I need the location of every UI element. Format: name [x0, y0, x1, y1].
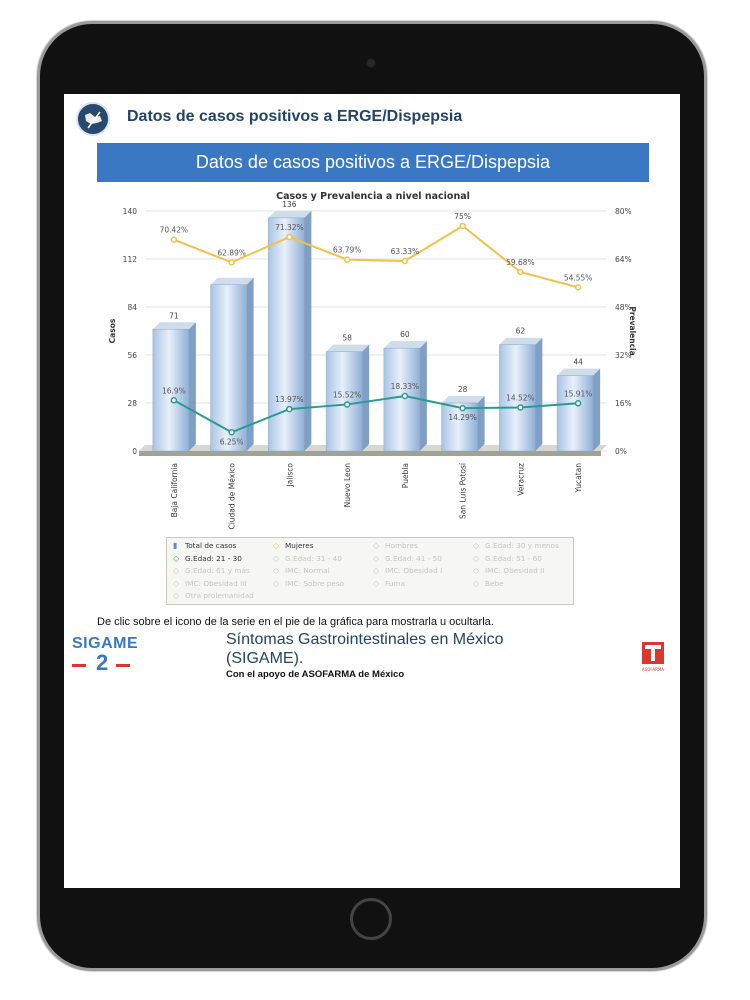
line-marker-icon[interactable]: ◇ — [373, 541, 380, 550]
instruction-text: De clic sobre el icono de la serie en el pie de la gráfica para mostrarla u ocultarla. — [97, 616, 494, 628]
bar-top — [499, 338, 542, 345]
legend-label: Fuma — [385, 578, 406, 588]
line-point — [576, 401, 581, 406]
y-tick-label: 28 — [127, 399, 137, 408]
line-data-label: 18.33% — [390, 382, 420, 392]
legend-label: G.Edad: 30 y menos — [485, 541, 559, 550]
line-point — [287, 407, 292, 412]
line-marker-icon[interactable]: ◇ — [173, 591, 180, 600]
line-marker-icon[interactable]: ◇ — [473, 578, 480, 588]
legend-label: G.Edad: 61 y más — [185, 566, 250, 575]
category-label: San Luis Potosí — [458, 463, 468, 520]
line-marker-icon[interactable]: ◇ — [273, 566, 280, 575]
line-point — [345, 402, 350, 407]
legend-item[interactable] — [373, 579, 405, 588]
legend-label: Bebe — [485, 578, 504, 588]
category-label: Veracruz — [516, 463, 526, 496]
legend-label: G.Edad: 51 - 60 — [485, 553, 542, 563]
legend-label: IMC: Normal — [285, 566, 330, 575]
bar-top — [557, 369, 600, 376]
bar-side — [593, 369, 600, 451]
line-point — [402, 259, 407, 264]
line-data-label: 62.89% — [217, 248, 246, 258]
bar-side — [304, 211, 311, 451]
sigame-logo-word: SIGAME — [72, 635, 139, 652]
line-marker-icon[interactable]: ◇ — [273, 553, 280, 563]
home-button[interactable] — [350, 898, 392, 940]
legend-label: Total de casos — [185, 541, 237, 550]
legend-label: IMC: Sobre peso — [285, 578, 345, 588]
bar-top — [211, 278, 254, 285]
category-label: Ciudad de México — [227, 463, 237, 530]
y-tick-label: 0 — [132, 447, 137, 456]
line-point — [576, 285, 581, 290]
bar-top — [384, 341, 427, 348]
line-point — [229, 260, 234, 265]
legend-item[interactable] — [373, 566, 442, 575]
legend-item[interactable] — [273, 566, 330, 575]
chart-floor-front — [139, 451, 601, 456]
bar-data-label: 60 — [400, 330, 410, 340]
category-label: Baja California — [169, 463, 179, 518]
legend-item[interactable] — [373, 541, 418, 550]
category-label: Nuevo Leon — [343, 463, 353, 508]
line-data-label: 13.97% — [275, 395, 304, 405]
legend-label: Mujeres — [285, 541, 314, 550]
line-marker-icon[interactable]: ◇ — [473, 553, 480, 563]
legend-label: G.Edad: 21 - 30 — [185, 553, 242, 563]
legend-item[interactable] — [173, 554, 242, 563]
line-point — [287, 235, 292, 240]
legend-label: IMC: Obesidad III — [185, 578, 247, 588]
bar-side — [189, 322, 196, 451]
logo-dash-left — [72, 664, 86, 667]
line-data-label: 14.29% — [448, 413, 477, 423]
line-data-label: 54.55% — [563, 273, 593, 283]
bar — [442, 403, 478, 451]
line-data-label: 63.79% — [332, 245, 362, 255]
y-axis-label: Casos — [108, 318, 117, 344]
legend-item[interactable] — [173, 566, 250, 575]
line-marker-icon[interactable]: ◇ — [273, 541, 280, 550]
line-marker-icon[interactable]: ◇ — [373, 553, 380, 563]
line-data-label: 15.52% — [332, 390, 362, 400]
line-point — [518, 405, 523, 410]
bar-top — [268, 211, 311, 218]
y2-tick-label: 64% — [615, 255, 632, 264]
screen — [64, 94, 680, 888]
line-data-label: 14.52% — [506, 393, 535, 403]
category-label: Puebla — [400, 463, 410, 489]
page-title: Datos de casos positivos a ERGE/Dispepsia — [127, 108, 463, 125]
line-data-label: 70.42% — [159, 225, 189, 235]
bar-data-label: 44 — [573, 357, 583, 367]
line-data-label: 6.25% — [219, 437, 244, 447]
bar-data-label: 58 — [342, 333, 352, 343]
legend-label: Otra prolemanidad — [185, 591, 254, 600]
line-point — [171, 398, 176, 403]
line-marker-icon[interactable]: ◇ — [173, 566, 180, 575]
legend-label: Hombres — [385, 541, 418, 550]
legend-item[interactable] — [273, 554, 342, 563]
line-marker-icon[interactable]: ◇ — [173, 553, 180, 563]
line-data-label: 71.32% — [275, 223, 304, 233]
y-tick-label: 112 — [122, 255, 137, 264]
legend-item[interactable] — [173, 579, 247, 588]
line-point — [518, 269, 523, 274]
bar-side — [535, 338, 542, 451]
bar-side — [420, 341, 427, 451]
legend-item[interactable] — [473, 541, 559, 550]
line-data-label: 15.91% — [563, 389, 593, 399]
bar-side — [478, 396, 485, 451]
legend-label: IMC: Obesidad II — [485, 566, 545, 575]
legend-item[interactable] — [473, 566, 544, 575]
line-point — [229, 430, 234, 435]
chart-legend — [166, 537, 574, 605]
category-label: Yucatan — [574, 463, 584, 493]
y2-tick-label: 80% — [615, 207, 632, 216]
bar-top — [153, 322, 196, 329]
svg-text:ASOFARMA: ASOFARMA — [642, 667, 664, 672]
y-tick-label: 84 — [127, 303, 137, 312]
chart-title: Casos y Prevalencia a nivel nacional — [276, 191, 470, 202]
line-data-label: 75% — [454, 212, 471, 221]
line-data-label: 63.33% — [390, 247, 420, 257]
y2-axis-label: Prevalencia — [628, 306, 637, 356]
y2-tick-label: 32% — [615, 351, 632, 360]
line-point — [345, 257, 350, 262]
legend-label: IMC: Obesidad I — [385, 566, 443, 575]
y-tick-label: 56 — [127, 351, 137, 360]
y2-tick-label: 48% — [615, 303, 632, 312]
line-marker-icon[interactable]: ◇ — [373, 578, 380, 588]
combo-chart — [97, 186, 649, 536]
line-data-label: 59.68% — [506, 257, 535, 267]
camera-icon — [366, 58, 376, 68]
bar-top — [326, 345, 369, 352]
footer-support-text: Con el apoyo de ASOFARMA de México — [226, 669, 405, 680]
line-point — [402, 394, 407, 399]
bar-side — [362, 345, 369, 451]
y2-tick-label: 16% — [615, 399, 632, 408]
line-point — [460, 406, 465, 411]
bar-chart-icon[interactable]: ▮ — [173, 541, 178, 550]
bar-top — [442, 396, 485, 403]
line-marker-icon[interactable]: ◇ — [273, 578, 280, 588]
app-logo-icon — [76, 102, 110, 136]
y2-tick-label: 0% — [615, 447, 627, 456]
line-point — [460, 224, 465, 229]
legend-label: G.Edad: 31 - 40 — [285, 553, 342, 563]
line-marker-icon[interactable]: ◇ — [473, 541, 480, 550]
line-point — [171, 237, 176, 242]
footer-title: Síntomas Gastrointestinales en México (SIGAME). — [226, 631, 504, 667]
legend-item[interactable] — [273, 541, 314, 550]
sigame-logo-number: 2 — [96, 650, 109, 675]
bar — [211, 285, 247, 451]
legend-label: G.Edad: 41 - 50 — [385, 553, 442, 563]
legend-item[interactable] — [473, 579, 504, 588]
legend-item[interactable] — [173, 591, 254, 600]
line-data-label: 16.9% — [161, 386, 186, 396]
legend-item[interactable] — [373, 554, 442, 563]
category-label: Jalisco — [285, 463, 295, 487]
bar-data-label: 28 — [457, 385, 468, 394]
y-tick-label: 140 — [122, 207, 137, 216]
chart-banner: Datos de casos positivos a ERGE/Dispepsia — [97, 143, 649, 182]
bar-data-label: 136 — [282, 199, 297, 209]
legend-item[interactable] — [173, 541, 236, 550]
legend-item[interactable] — [273, 579, 344, 588]
bar-data-label: 62 — [515, 326, 526, 336]
line-marker-icon[interactable]: ◇ — [173, 578, 180, 588]
logo-dash-right — [116, 664, 130, 667]
legend-item[interactable] — [473, 554, 542, 563]
bar — [326, 352, 362, 451]
line-marker-icon[interactable]: ◇ — [473, 566, 480, 575]
bar-data-label: 71 — [169, 311, 179, 321]
bar — [557, 376, 593, 451]
line-marker-icon[interactable]: ◇ — [373, 566, 380, 575]
asofarma-logo — [642, 637, 664, 673]
bar — [384, 348, 420, 451]
sigame-logo — [72, 635, 142, 675]
